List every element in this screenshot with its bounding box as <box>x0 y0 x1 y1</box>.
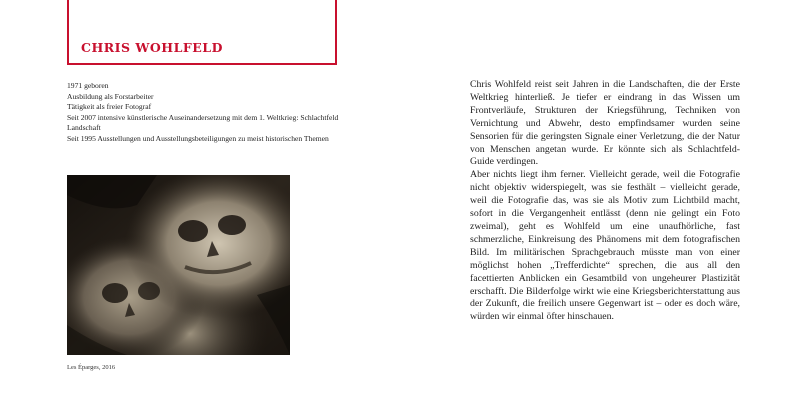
photograph-image <box>67 175 290 355</box>
bio-list <box>67 81 357 144</box>
photo-caption: Les Éparges, 2016 <box>67 364 116 371</box>
bio-item: 1971 geboren <box>67 81 109 90</box>
page-title: CHRIS WOHLFELD <box>81 40 223 55</box>
bio-item: Seit 1995 Ausstellungen und Ausstellungsbeteiligungen zu meist historischen Themen <box>67 133 329 143</box>
bio-item: Seit 2007 intensive künstlerische Auseinandersetzung mit dem 1. Weltkrieg: Schlachtfeld Landschaft <box>67 112 339 132</box>
bio-item: Tätigkeit als freier Fotograf <box>67 102 152 111</box>
bio-item: Ausbildung als Forstarbeiter <box>67 91 154 101</box>
article-body <box>470 79 740 324</box>
photograph-skull-sculpture <box>67 175 290 355</box>
title-frame <box>67 0 337 65</box>
body-paragraph: Aber nichts liegt ihm ferner. Vielleicht gerade, weil die Fotografie nicht objektiv widerspiegelt, was sie festhält – vielleicht gerade, weil die Fotografie das, was sie als Motiv zum Lichtbild macht, sofort in die Vergangenheit entlässt (denn nie gelingt ein Foto zweimal), geht es Wohlfeld um eine unaufhörliche, fast schmerzliche, Einkreisung des Phänomens mit dem fotografischen Bild. Im militärischen Sprachgebrauch müsste man von einer möglichst hohen „Trefferdichte“ sprechen, die aus all den facettierten Anblicken ein Gesamtbild von ungeheurer Plastizität erschafft. Die Bilderfolge wirkt wie eine Kriegsberichterstattung aus der Zukunft, die freilich unsere Gegenwart ist – oder es doch wäre, würden wir einmal öfter hinschauen. <box>470 169 740 323</box>
body-paragraph: Chris Wohlfeld reist seit Jahren in die Landschaften, die der Erste Weltkrieg hinterließ. Je tiefer er eindrang in das Wissen um Frontverläufe, Strukturen der Kriegsführung, Techniken von Vernichtung und Abwehr, desto empfindsamer wurden seine Sensorien für die geringsten Signale einer Verletzung, die der Natur von Menschen angetan wurde. Er könnte sich als Schlachtfeld-Guide verdingen. <box>470 79 740 168</box>
